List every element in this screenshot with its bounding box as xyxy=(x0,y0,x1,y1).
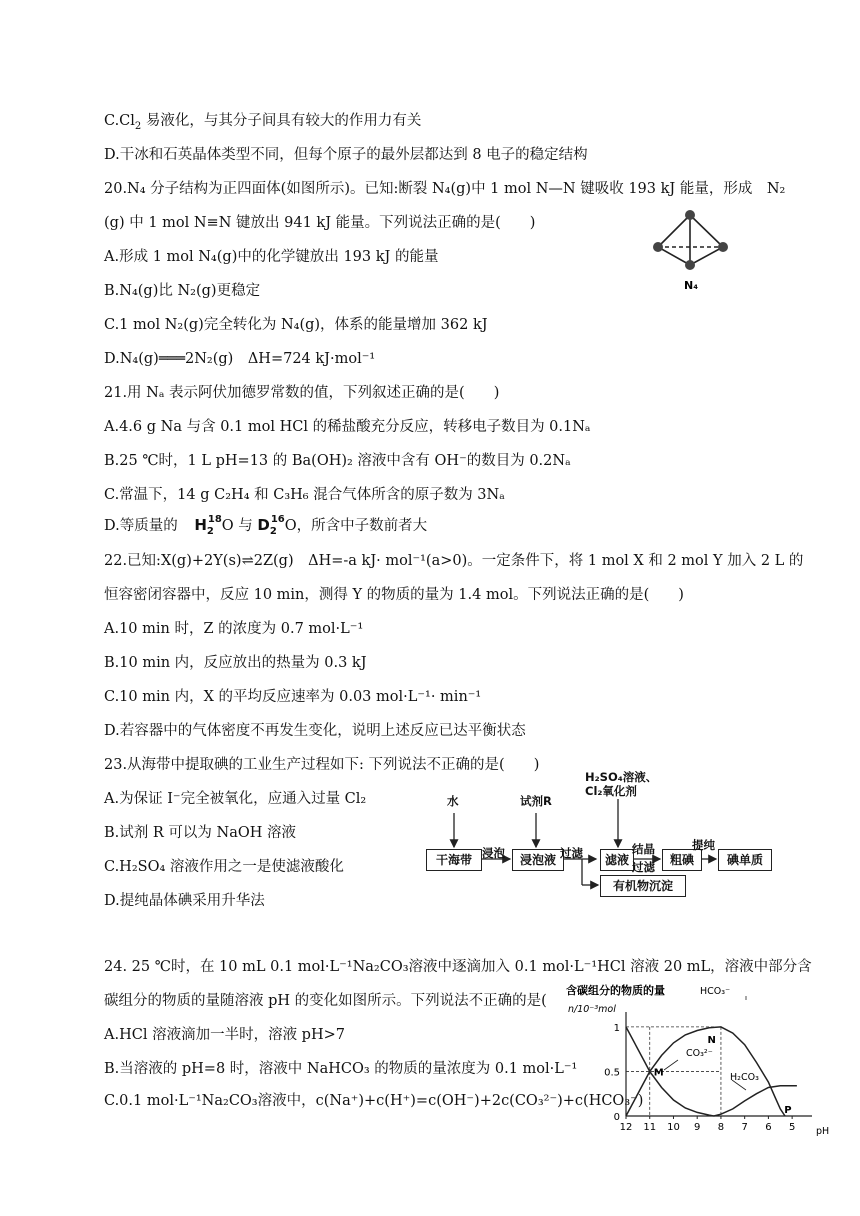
series-label-0: HCO₃⁻ xyxy=(700,986,731,997)
series-line-0 xyxy=(626,1027,714,1116)
q20-option-a: A.形成 1 mol N₄(g)中的化学键放出 193 kJ 的能量 xyxy=(104,249,439,265)
q21-option-c: C.常温下，14 g C₂H₄ 和 C₃H₆ 混合气体所含的原子数为 3Nₐ xyxy=(104,487,505,503)
flow-box-filtrate: 滤液 xyxy=(600,849,634,871)
x-tick-label: 7 xyxy=(741,1122,748,1133)
x-tick-label: 12 xyxy=(619,1122,633,1133)
flow-label-filter-2: 过滤 xyxy=(632,860,655,874)
series-label-2: H₂CO₃ xyxy=(730,1072,759,1083)
flow-box-crude-iodine: 粗碘 xyxy=(662,849,702,871)
q21-stem: 21.用 Nₐ 表示阿伏加德罗常数的值，下列叙述正确的是( ) xyxy=(104,385,500,401)
q19-option-d: D.干冰和石英晶体类型不同，但每个原子的最外层都达到 8 电子的稳定结构 xyxy=(104,147,588,163)
q24-option-c: C.0.1 mol·L⁻¹Na₂CO₃溶液中，c(Na⁺)+c(H⁺)=c(OH⁻)+2c(CO₃²⁻)+c(HCO₃⁻) xyxy=(104,1093,644,1109)
q19-option-c: $C.Cl_2$ 易液化，与其分子间具有较大的作用力有关 xyxy=(104,113,422,132)
isotope-h2-18o: $H_2^{18}$ xyxy=(194,514,222,537)
q20-stem-line1: 20.N₄ 分子结构为正四面体(如图所示)。已知:断裂 N₄(g)中 1 mol N—N 键吸收 193 kJ 能量，形成 N₂ xyxy=(104,181,786,197)
q20-option-b: B.N₄(g)比 N₂(g)更稳定 xyxy=(104,283,261,299)
flow-box-precipitate: 有机物沉淀 xyxy=(600,875,686,897)
flow-label-soak: 浸泡 xyxy=(482,846,505,860)
q20-option-d: D.N₄(g)═══2N₂(g) ΔH=724 kJ·mol⁻¹ xyxy=(104,351,376,367)
flow-box-kelp: 干海带 xyxy=(426,849,482,871)
flow-label-oxidant-2: Cl₂氧化剂 xyxy=(585,784,637,798)
q20-stem-line2: (g) 中 1 mol N≡N 键放出 941 kJ 能量。下列说法正确的是( ) xyxy=(104,215,536,231)
chart-plot-area xyxy=(604,986,829,1137)
series-label-leader xyxy=(664,1060,678,1070)
flow-label-reagent-r: 试剂R xyxy=(520,794,552,808)
q22-option-a: A.10 min 时，Z 的浓度为 0.7 mol·L⁻¹ xyxy=(104,621,364,637)
chart-ylabel: n/10⁻³mol xyxy=(568,1004,616,1015)
x-tick-label: 6 xyxy=(765,1122,772,1133)
flow-box-iodine: 碘单质 xyxy=(718,849,772,871)
q22-stem-line1: 22.已知:X(g)+2Y(s)⇌2Z(g) ΔH=-a kJ· mol⁻¹(a>0)。一定条件下，将 1 mol X 和 2 mol Y 加入 2 L 的 xyxy=(104,553,804,569)
q24-option-b: B.当溶液的 pH=8 时，溶液中 NaHCO₃ 的物质的量浓度为 0.1 mol·L⁻¹ xyxy=(104,1061,578,1077)
flow-box-soak-liquid: 浸泡液 xyxy=(512,849,564,871)
q24-stem-line1: 24. 25 ℃时，在 10 mL 0.1 mol·L⁻¹Na₂CO₃溶液中逐滴加入 0.1 mol·L⁻¹HCl 溶液 20 mL，溶液中部分含 xyxy=(104,959,812,975)
y-tick-label: 1 xyxy=(613,1022,620,1034)
q21-option-d-prefix: D.等质量的 xyxy=(104,518,178,534)
q22-stem-line2: 恒容密闭容器中，反应 10 min，测得 Y 的物质的量为 1.4 mol。下列说法正确的是( ) xyxy=(104,587,684,603)
flow-label-water: 水 xyxy=(447,794,459,808)
q23-stem: 23.从海带中提取碘的工业生产过程如下: 下列说法不正确的是( ) xyxy=(104,757,540,773)
y-tick-label: 0 xyxy=(613,1112,620,1123)
y-tick-label: 0.5 xyxy=(604,1067,620,1079)
flow-label-filter: 过滤 xyxy=(560,846,583,860)
flow-label-crystal: 结晶 xyxy=(632,842,655,856)
q23-option-d: D.提纯晶体碘采用升华法 xyxy=(104,893,265,909)
iodine-flow-diagram xyxy=(420,765,780,905)
q21-option-a: A.4.6 g Na 与含 0.1 mol HCl 的稀盐酸充分反应，转移电子数目为 0.1Nₐ xyxy=(104,419,591,435)
q20-option-c: C.1 mol N₂(g)完全转化为 N₄(g)，体系的能量增加 362 kJ xyxy=(104,317,488,333)
n4-figure-label: N₄ xyxy=(684,279,699,292)
x-tick-label: 5 xyxy=(788,1122,796,1133)
q22-option-c: C.10 min 内，X 的平均反应速率为 0.03 mol·L⁻¹· min⁻¹ xyxy=(104,689,482,705)
x-tick-label: 8 xyxy=(717,1122,725,1133)
annotation-point-M: M xyxy=(653,1067,664,1079)
x-tick-label: 10 xyxy=(667,1122,680,1133)
q21-option-b: B.25 ℃时，1 L pH=13 的 Ba(OH)₂ 溶液中含有 OH⁻的数目为 0.2Nₐ xyxy=(104,453,571,469)
flow-label-purify: 提纯 xyxy=(692,838,715,852)
isotope-d2-16o: $D_2^{16}$ xyxy=(257,514,285,537)
q22-option-d: D.若容器中的气体密度不再发生变化，说明上述反应已达平衡状态 xyxy=(104,723,526,739)
flow-label-oxidant-1: H₂SO₄溶液、 xyxy=(585,770,658,784)
annotation-point-N: N xyxy=(707,1035,716,1047)
q21-option-d: D.等质量的 $H_2^{18}O$ 与 $D_2^{16}O$，所含中子数前者大 xyxy=(104,514,428,537)
q23-option-c: C.H₂SO₄ 溶液作用之一是使滤液酸化 xyxy=(104,859,344,875)
annotation-point-P: P xyxy=(784,1104,792,1116)
q23-option-a: A.为保证 I⁻完全被氧化，应通入过量 Cl₂ xyxy=(104,791,367,807)
chart-title: 含碳组分的物质的量 xyxy=(566,984,665,997)
q24-option-a: A.HCl 溶液滴加一半时，溶液 pH>7 xyxy=(104,1027,345,1043)
q21-option-d-suffix: O，所含中子数前者大 xyxy=(284,518,428,534)
x-tick-label: 9 xyxy=(694,1122,701,1133)
series-label-1: CO₃²⁻ xyxy=(686,1048,713,1059)
q22-option-b: B.10 min 内，反应放出的热量为 0.3 kJ xyxy=(104,655,367,671)
q23-option-b: B.试剂 R 可以为 NaOH 溶液 xyxy=(104,825,296,841)
x-axis-label: pH xyxy=(816,1126,830,1137)
q24-stem-line2: 碳组分的物质的量随溶液 pH 的变化如图所示。下列说法不正确的是( xyxy=(104,993,547,1009)
n4-tetrahedron-figure xyxy=(645,205,735,295)
q21-option-d-mid: 与 xyxy=(238,518,253,534)
ph-species-chart xyxy=(560,982,830,1137)
x-tick-label: 11 xyxy=(643,1122,657,1133)
